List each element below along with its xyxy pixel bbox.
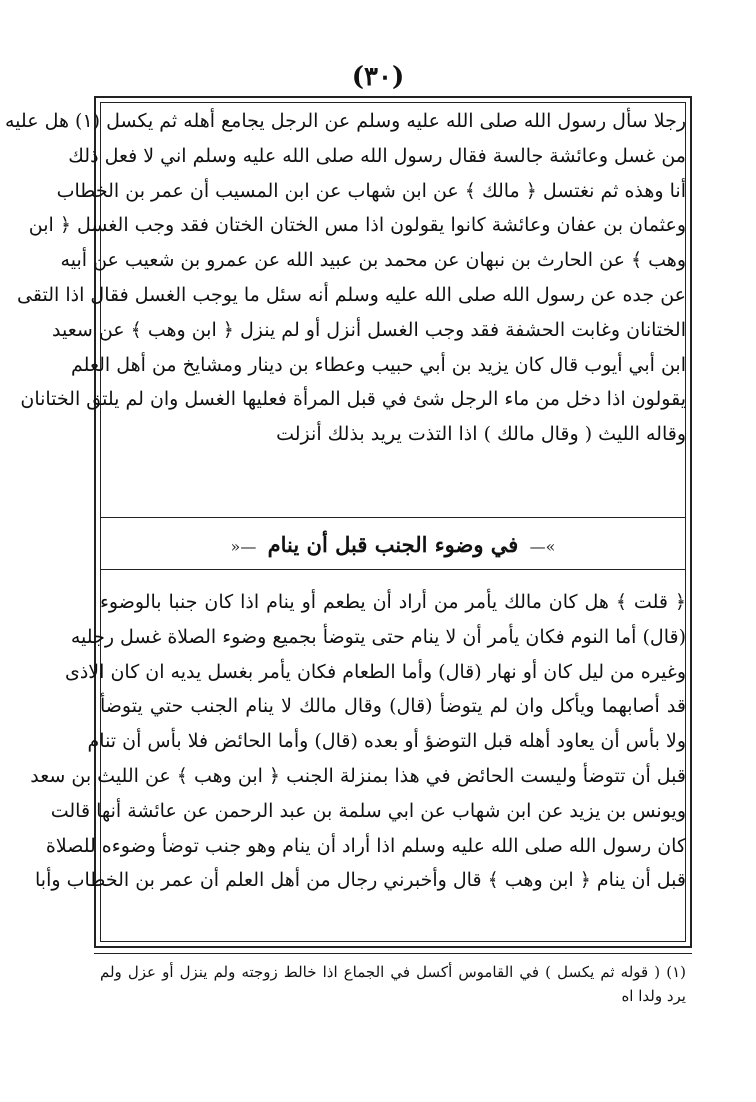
main-text-section-1 [5, 104, 686, 452]
text-line: من غسل وعائشة جالسة فقال رسول الله صلى الله عليه وسلم اني لا فعل ذلك [68, 144, 686, 167]
text-line: يقولون اذا دخل من ماء الرجل شئ في قبل المرأة فعليها الغسل وان لم يلتق الختانان [20, 388, 686, 411]
text-line: ويونس بن يزيد عن ابن شهاب عن ابي سلمة بن عبد الرحمن عن عائشة أنها قالت [50, 799, 686, 822]
section-divider-top [100, 517, 686, 518]
footnote-line: يرد ولدا اه [621, 987, 686, 1005]
section-heading-text: في وضوء الجنب قبل أن ينام [267, 532, 519, 557]
text-line: رجلا سأل رسول الله صلى الله عليه وسلم عن الرجل يجامع أهله ثم يكسل (١) هل عليه [5, 110, 686, 132]
text-line: عن جده عن رسول الله صلى الله عليه وسلم أنه سئل ما يوجب الغسل فقال اذا التقى [17, 283, 686, 306]
text-line: ﴿ قلت ﴾ هل كان مالك يأمر من أراد أن يطعم أو ينام اذا كان جنبا بالوضوء [100, 591, 686, 613]
text-line: الختانان وغابت الحشفة فقد وجب الغسل أنزل أو لم ينزل ﴿ ابن وهب ﴾ عن سعيد [51, 318, 686, 341]
section-divider-bottom [100, 569, 686, 570]
page-number: (٣٠) [351, 62, 405, 92]
text-line: وهب ﴾ عن الحارث بن نبهان عن محمد بن عبيد الله عن عمرو بن شعيب عن أبيه [60, 249, 686, 272]
text-line: (قال) أما النوم فكان يأمر أن لا ينام حتى يتوضأ بجميع وضوء الصلاة غسل رجليه [70, 625, 686, 648]
text-line: ولا بأس أن يعاود أهله قبل التوضؤ أو بعده (قال) وأما الحائض فلا بأس أن تنام [87, 730, 686, 753]
heading-ornament-right: »— [529, 537, 556, 556]
text-line: وعثمان بن عفان وعائشة كانوا يقولون اذا مس الختان الختان فقد وجب الغسل ﴿ ابن [28, 214, 686, 237]
section-heading [100, 523, 686, 567]
heading-ornament-left: —« [230, 537, 257, 556]
text-line: قبل أن تتوضأ وليست الحائض في هذا بمنزلة الجنب ﴿ ابن وهب ﴾ عن الليث بن سعد [30, 764, 686, 787]
text-line: وقاله الليث ( وقال مالك ) اذا التذت يريد بذلك أنزلت [276, 423, 686, 446]
text-line: وغيره من ليل كان أو نهار (قال) وأما الطعام فكان يأمر بغسل يديه ان كان الاذى [64, 660, 686, 683]
footnote-divider [94, 953, 692, 954]
footnote-line: (١) ( قوله ثم يكسل ) في القاموس أكسل في الجماع اذا خالط زوجته ولم ينزل أو عزل ولم [100, 963, 686, 981]
text-line: قد أصابهما ويأكل وان لم يتوضأ (قال) وقال مالك لا ينام الجنب حتي يتوضأ [100, 695, 686, 718]
text-line: كان رسول الله صلى الله عليه وسلم اذا أراد أن ينام وهو جنب توضأ وضوءه للصلاة [45, 834, 686, 857]
text-line: أنا وهذه ثم نغتسل ﴿ مالك ﴾ عن ابن شهاب عن ابن المسيب أن عمر بن الخطاب [56, 179, 686, 202]
text-line: قبل أن ينام ﴿ ابن وهب ﴾ قال وأخبرني رجال من أهل العلم أن عمر بن الخطاب وأبا [35, 869, 686, 892]
footnote [100, 960, 686, 1008]
text-line: ابن أبي أيوب قال كان يزيد بن أبي حبيب وعطاء بن دينار ومشايخ من أهل العلم [71, 353, 686, 376]
main-text-section-2 [30, 585, 686, 898]
